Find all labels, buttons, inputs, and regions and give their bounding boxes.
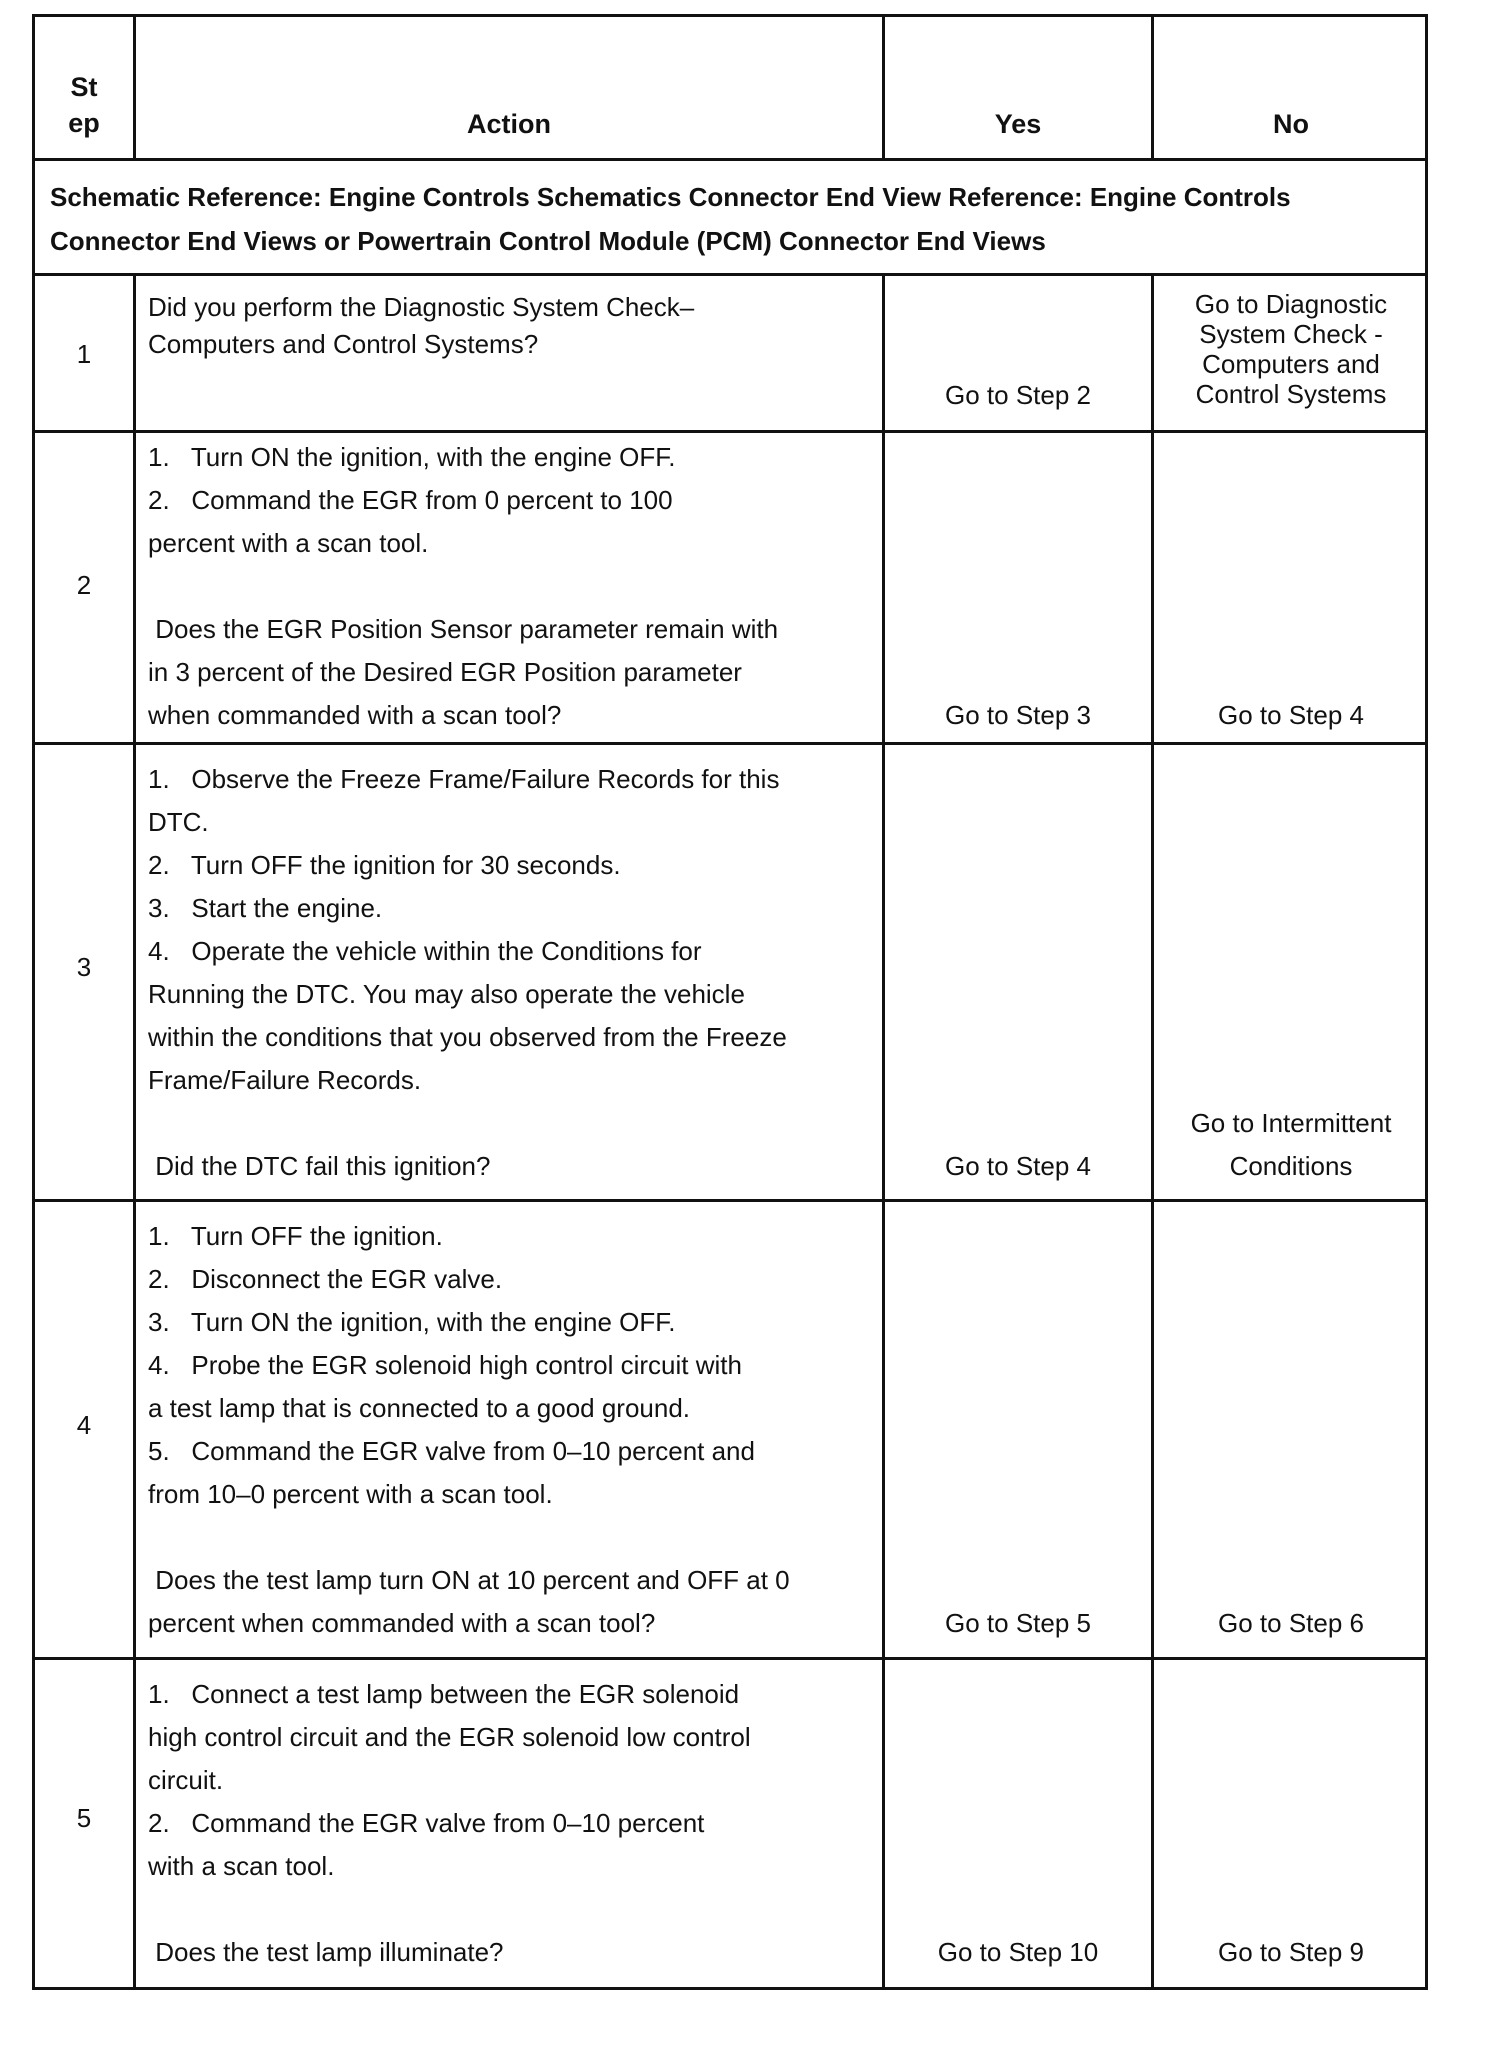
action-line: 3. Start the engine.	[148, 893, 383, 923]
yes-outcome: Go to Step 5	[945, 1608, 1091, 1638]
action-line	[148, 1888, 878, 1931]
action-line: 1. Turn OFF the ignition.	[148, 1221, 443, 1251]
header-step: St ep	[68, 72, 100, 138]
row-divider	[35, 430, 1425, 433]
header-no: No	[1273, 109, 1309, 139]
no-outcome	[1154, 1102, 1428, 1188]
action-line: 1. Observe the Freeze Frame/Failure Records for this	[148, 764, 780, 794]
action-line: Computers and Control Systems?	[148, 329, 539, 359]
action-line: in 3 percent of the Desired EGR Position parameter	[148, 657, 742, 687]
no-line: System Check -	[1199, 319, 1383, 349]
step-number: 1	[76, 339, 92, 369]
schematic-reference: Schematic Reference: Engine Controls Schematics Connector End View Reference: Engine Controls Connector End Views or Powertrain Control Module (PCM) Connector End Views	[50, 182, 1291, 256]
step-action	[148, 436, 878, 737]
action-line: 2. Command the EGR from 0 percent to 100	[148, 485, 673, 515]
action-line	[148, 565, 878, 608]
step-action	[148, 289, 878, 363]
action-line: Running the DTC. You may also operate the vehicle	[148, 979, 745, 1009]
action-line: 2. Disconnect the EGR valve.	[148, 1264, 503, 1294]
step-number: 4	[76, 1410, 92, 1440]
action-line: 4. Probe the EGR solenoid high control circuit with	[148, 1350, 742, 1380]
action-line: circuit.	[148, 1765, 224, 1795]
step-number: 2	[76, 570, 92, 600]
no-outcome	[1154, 1602, 1428, 1645]
column-divider	[882, 273, 885, 1990]
action-line: Does the test lamp turn ON at 10 percent and OFF at 0	[148, 1565, 790, 1595]
step-action	[148, 1673, 878, 1974]
no-line: Go to Step 6	[1218, 1608, 1364, 1638]
step-action	[148, 758, 878, 1188]
yes-outcome: Go to Step 4	[945, 1151, 1091, 1181]
action-line: 5. Command the EGR valve from 0–10 percent and	[148, 1436, 755, 1466]
action-line: 2. Turn OFF the ignition for 30 seconds.	[148, 850, 621, 880]
action-line: Did the DTC fail this ignition?	[148, 1151, 491, 1181]
no-line: Go to Step 4	[1218, 700, 1364, 730]
action-line: within the conditions that you observed from the Freeze	[148, 1022, 787, 1052]
action-line: a test lamp that is connected to a good ground.	[148, 1393, 691, 1423]
action-line: 3. Turn ON the ignition, with the engine OFF.	[148, 1307, 676, 1337]
row-divider	[35, 1657, 1425, 1660]
step-number: 5	[76, 1803, 92, 1833]
step-action	[148, 1215, 878, 1645]
action-line: Frame/Failure Records.	[148, 1065, 422, 1095]
action-line: 2. Command the EGR valve from 0–10 percent	[148, 1808, 705, 1838]
action-line: high control circuit and the EGR solenoid low control	[148, 1722, 751, 1752]
action-line: from 10–0 percent with a scan tool.	[148, 1479, 553, 1509]
header-yes: Yes	[994, 109, 1042, 139]
action-line: 1. Connect a test lamp between the EGR solenoid	[148, 1679, 740, 1709]
row-divider	[35, 273, 1425, 276]
no-line: Conditions	[1229, 1151, 1353, 1181]
no-line: Computers and	[1202, 349, 1380, 379]
no-outcome	[1154, 289, 1428, 409]
no-outcome	[1154, 1931, 1428, 1974]
no-line: Go to Intermittent	[1190, 1108, 1392, 1138]
action-line: when commanded with a scan tool?	[148, 700, 562, 730]
action-line	[148, 1516, 878, 1559]
no-line: Go to Diagnostic	[1194, 289, 1388, 319]
column-divider	[133, 273, 136, 1990]
action-line: Does the test lamp illuminate?	[148, 1937, 504, 1967]
action-line: 4. Operate the vehicle within the Conditions for	[148, 936, 702, 966]
header-action: Action	[467, 109, 551, 139]
no-line: Go to Step 9	[1218, 1937, 1364, 1967]
yes-outcome: Go to Step 3	[945, 700, 1091, 730]
row-divider	[35, 158, 1425, 161]
action-line	[148, 1102, 878, 1145]
action-line: percent when commanded with a scan tool?	[148, 1608, 656, 1638]
row-divider	[35, 1199, 1425, 1202]
row-divider	[35, 742, 1425, 745]
no-outcome	[1154, 694, 1428, 737]
step-number: 3	[76, 952, 92, 982]
action-line: DTC.	[148, 807, 209, 837]
action-line: Does the EGR Position Sensor parameter remain with	[148, 614, 779, 644]
diagnostic-table	[32, 14, 1428, 1990]
no-line: Control Systems	[1195, 379, 1387, 409]
action-line: with a scan tool.	[148, 1851, 335, 1881]
yes-outcome: Go to Step 2	[945, 380, 1091, 410]
action-line: percent with a scan tool.	[148, 528, 429, 558]
action-line: 1. Turn ON the ignition, with the engine OFF.	[148, 442, 676, 472]
yes-outcome: Go to Step 10	[937, 1937, 1099, 1967]
action-line: Did you perform the Diagnostic System Check–	[148, 292, 695, 322]
